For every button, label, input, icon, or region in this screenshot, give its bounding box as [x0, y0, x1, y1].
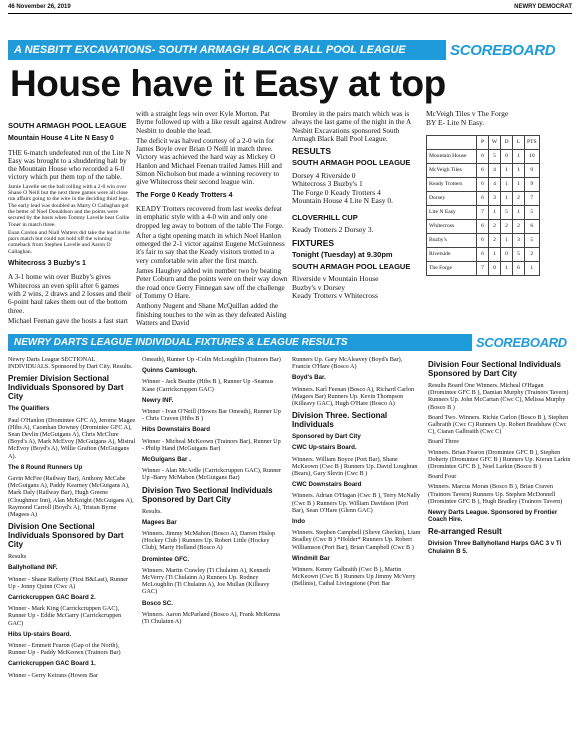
table-cell: 1: [525, 262, 540, 276]
team-cell: McVeigh Tiles: [427, 164, 477, 178]
paragraph: Winners. Stephen Campbell (Slieve Gherkin), Liam Bradley (Cwc B ) *Holder* Runners Up. Robert Williamson (Port Bar), Brian Campbell (Cwc B ): [292, 529, 421, 551]
table-row: [427, 234, 540, 248]
notice-result: Division Three Ballyholland Harps GAC 3 v Ti Chulainn B 5.: [428, 540, 562, 555]
match-heading: Whitecross 3 Buzby's 1: [8, 260, 86, 268]
result-line: The Forge 0 Keady Trotters 4: [292, 187, 381, 197]
table-cell: 9: [525, 164, 540, 178]
paragraph: Paul O'Hanlon (Dromintee GFC A), Jerome Magee (Hibs A), Caomhan Downey (Dromintee GFC A), Sean Devlin (McGuigans A), Chris McClure (Boyd's A), Mark McEvoy (McGuigans A), Mistral McEvoy (Boyd's A), Willie Grafton (McGuigans A).: [8, 416, 136, 460]
table-row: [427, 150, 540, 164]
fixture-line: BY E- Lite N Easy.: [426, 117, 485, 127]
scoreboard-logo: SCOREBOARD: [446, 40, 572, 60]
table-cell: 2: [501, 220, 513, 234]
board-heading: Boyd's Bar.: [292, 374, 326, 382]
league-table: [426, 135, 540, 276]
table-row: [427, 220, 540, 234]
paragraph: Winners. Jimmy McMahon (Bosco A), Darren Hislop (Hockey Club ) Runners Up. Robert Little (Hockey Club), Marty Holland (Bosco A): [142, 530, 276, 552]
paragraph: Results.: [142, 507, 162, 515]
table-cell: 1: [513, 178, 525, 192]
board-heading: Board Three: [428, 438, 459, 446]
table-row: [427, 262, 540, 276]
paragraph: Winner - Mark King (Carrickcruppen GAC), Runner Up - Eddie McGarry (Carrickcruppen GAC): [8, 605, 122, 627]
board-heading: Hibs Downstairs Board: [142, 426, 211, 434]
section-banner-title: NEWRY DARTS LEAGUE INDIVIDUAL FIXTURES & LEAGUE RESULTS: [14, 337, 348, 348]
match-heading: Mountain House 4 Lite N Easy 0: [8, 135, 114, 143]
match-heading: The Forge 0 Keady Trotters 4: [136, 191, 233, 199]
article-column-3: [292, 110, 422, 332]
results-heading: RESULTS: [292, 146, 332, 157]
table-cell: 6: [477, 234, 489, 248]
board-heading: Bosco SC.: [142, 599, 173, 607]
section-banner-title: A NESBITT EXCAVATIONS- SOUTH ARMAGH BLACK BALL POOL LEAGUE: [14, 44, 406, 56]
table-cell: 2: [513, 220, 525, 234]
table-row: [427, 248, 540, 262]
table-header: P: [477, 136, 489, 150]
table-cell: 1: [489, 248, 501, 262]
table-header-row: [427, 136, 540, 150]
paragraph: Winners. Brian Fearon (Dromintee GFC B ), Stephen Doherty (Dromintee GFC B ) Runners Up. Kieran Larkin (Dromintee GFC B ), Noel Larkin (Bosco B ): [428, 448, 571, 471]
table-cell: 1: [489, 206, 501, 220]
paragraph: The deficit was halved courtesy of a 2-0 win for James Boyle over Brian O Neill in match three. Victory was achieved the hard way as Mickey O Hanlon and Michael Feenan trailed James Hill and Simon Nicholson but made a winning recovery to give Whitecross their second league win.: [136, 136, 282, 187]
team-cell: Mountain House: [427, 150, 477, 164]
paragraph: Winner - Alan McArdle (Carrickcruppen GAC), Runner Up -Barry McMahon (McGuigans Bar): [142, 467, 282, 482]
board-heading: Magees Bar: [142, 518, 177, 526]
article-column-4: [426, 110, 572, 332]
board-heading: Carrickcruppen GAC Board 1.: [8, 660, 96, 668]
board-heading: Hibs Up-stairs Board.: [8, 630, 72, 638]
paragraph: Gavin McFee (Railway Bar), Anthony McCabe (McGuigans A), Paddy Kearney (McGuigans A), Mark Daly (Railway Bar), Hugh Greene (Cloughmor Inn), Alan McKnight (McGuigans A), Raymond Carroll (Boyd's A), Tristan Byrne (Magees A): [8, 475, 134, 519]
header-rule: [8, 13, 572, 14]
table-cell: 6: [477, 248, 489, 262]
table-row: [427, 164, 540, 178]
team-cell: The Forge: [427, 262, 477, 276]
division-heading: Division Four Sectional Individuals Sponsored by Dart City: [428, 360, 561, 378]
table-cell: 6: [477, 150, 489, 164]
page-number-date: 46 November 26, 2019: [8, 4, 71, 10]
board-heading: CWC Up-stairs Board.: [292, 444, 357, 452]
paragraph: Winner - Shane Rafferty (First B&Last), Runner Up - Jonny Quinn (Cwc A): [8, 575, 129, 590]
table-cell: 6: [513, 262, 525, 276]
fixture-line: Riverside v Mountain House: [292, 274, 379, 284]
board-heading: Board Four: [428, 473, 457, 481]
table-cell: 5: [513, 248, 525, 262]
table-cell: 1: [513, 164, 525, 178]
section-heading: SOUTH ARMAGH POOL LEAGUE: [292, 158, 411, 168]
paragraph: THE 6-match undefeated run of the Lite N Easy was brought to a shuddering halt by the Mountain House who recorded a 6-0 victory which put them top of the table.: [8, 148, 131, 182]
scoreboard-logo: SCOREBOARD: [472, 334, 572, 351]
paragraph: Winner - Micheal McKeown (Trainors Bar), Runner Up - Philip Hand (McGuigans Bar): [142, 437, 281, 452]
paragraph: Results: [8, 553, 27, 561]
fixtures-heading: FIXTURES: [292, 237, 335, 248]
paragraph: A 3-1 home win over Buzby's gives Whitecross an even split after 6 games with 2 wins, 2 draws and 2 losses and their 6-point haul takes them out of the bottom three.: [8, 273, 132, 315]
division-heading: Premier Division Sectional Individuals Sponsored by Dart City: [8, 374, 124, 402]
paragraph: James Haughey added win number two by beating Peter Coburn and the points were on their way down the road once Gerry Finnegan saw off the challenge of Tommy O Hare.: [136, 267, 288, 300]
board-heading: Quinns Camlough.: [142, 367, 197, 375]
paragraph: Omeath), Runner Up -Colin McLoughlin (Trainors Bar): [142, 356, 281, 363]
team-cell: Dorsey: [427, 192, 477, 206]
paragraph: Winners. Kenny Galbraith (Cwc B ), Martin McKeown (Cwc B ) Runners Up Jimmy McVerry (Bellinis), Cathal Livingstone (Port Bar: [292, 566, 416, 588]
article-column-1: [8, 118, 132, 332]
paragraph: Runners Up. Gary McAleavey (Boyd's Bar), Francie O'Hare (Bosco A): [292, 356, 403, 371]
table-cell: 7: [477, 206, 489, 220]
board-heading: Windmill Bar: [292, 554, 330, 562]
result-line: Dorsey 4 Riverside 0: [292, 170, 356, 180]
table-header: W: [489, 136, 501, 150]
paragraph: Bromley in the pairs match which was is always the last game of the night in the A Nesbitt Excavations sponsored South Armagh Black Ball Pool League.: [292, 110, 411, 143]
paragraph: Michael Feenan gave the hosts a fast start: [8, 316, 128, 325]
cup-heading: CLOVERHILL CUP: [292, 212, 358, 222]
board-heading: Ballyholland INF.: [8, 564, 58, 572]
fixture-line: Keady Trotters v Whitecross: [292, 291, 378, 301]
subheading: The Qualifiers: [8, 405, 50, 413]
paragraph: After a tight opening match in which Noel Hanlon emerged the 2-1 victor against Eugene McGuinness it's fair to say that the Keady visitors trotted to a very comfortable win after the first match.: [136, 231, 285, 265]
board-heading: CWC Downstairs Board: [292, 481, 362, 489]
board-heading: Dromintee GFC.: [142, 555, 190, 563]
team-cell: Whitecross: [427, 220, 477, 234]
notice-heading: Newry Darts League. Sponsored by Frontier Coach Hire.: [428, 509, 558, 524]
board-heading: Carrickcruppen GAC Board 2.: [8, 594, 96, 602]
table-header: D: [501, 136, 513, 150]
publication-name: NEWRY DEMOCRAT: [514, 4, 572, 10]
fixture-line: McVeigh Tiles v The Forge: [426, 110, 509, 118]
table-header: [427, 136, 477, 150]
paragraph: Winners. Karl Feenan (Bosco A), Richard Carlon (Magees Bar) Runners Up. Kevin Thompson (Killeavy GAC), Hugh O'Hare (Bosco A): [292, 385, 415, 408]
table-cell: 7: [525, 192, 540, 206]
section-banner: [8, 334, 572, 351]
team-cell: Keady Trotters: [427, 178, 477, 192]
table-cell: 1: [501, 164, 513, 178]
table-cell: 2: [525, 248, 540, 262]
table-cell: 5: [501, 206, 513, 220]
table-cell: 0: [501, 248, 513, 262]
table-cell: 1: [501, 178, 513, 192]
division-heading: Division Three. Sectional Individuals: [292, 411, 388, 430]
table-cell: 5: [525, 206, 540, 220]
paragraph: Winner - Gerry Keirans (Howes Bar: [8, 671, 98, 679]
darts-column-3: [292, 356, 422, 736]
table-row: [427, 178, 540, 192]
headline: House have it Easy at top: [10, 63, 446, 104]
paragraph: Euan Conlon and Niall Watters did take the lead in the pairs match but could not hold off the winning comeback from Stephen Lavelle and Aaron O Callaghan.: [8, 229, 130, 255]
table-cell: 2: [489, 220, 501, 234]
paragraph: Board Two. Winners. Richie Carlon (Bosco B ), Stephen Galbraith (Cwc C) Runners Up. Robert Bradshaw (Cwc C), Ciaran Galbraith (Cwc C): [428, 413, 569, 436]
paragraph: Newry Darts League SECTIONAL INDIVIDUALS. Sponsored by Dart City. Results.: [8, 356, 133, 371]
table-cell: 9: [525, 178, 540, 192]
darts-column-1: [8, 356, 136, 736]
table-row: [427, 206, 540, 220]
result-line: Mountain House 4 Lite N Easy 0.: [292, 196, 394, 206]
article-column-2: [136, 110, 288, 332]
paragraph: Winner - Jack Beattie (Hibs B ), Runner Up -Seamus Kane (Carrickcruppen GAC): [142, 378, 274, 393]
paragraph: Anthony Nugent and Shane McQuillan added the finishing touches to the win as they defeated Aisling Watters and David: [136, 302, 287, 327]
board-heading: Indo: [292, 518, 306, 526]
fixtures-time: Tonight (Tuesday) at 9.30pm: [292, 249, 393, 259]
board-heading: McGuigans Bar .: [142, 456, 191, 464]
table-cell: 2: [489, 234, 501, 248]
table-cell: 7: [477, 262, 489, 276]
table-cell: 2: [513, 192, 525, 206]
fixture-line: Buzby's v Dorsey: [292, 282, 346, 292]
paragraph: Winners. Adrian O'Hagan (Cwc B ), Terry McNally (Cwc B ) Runners Up. William Davidson (Port Bar), Sean O'Hare (Glenn GAC): [292, 492, 420, 514]
darts-column-4: [428, 356, 572, 736]
section-banner: [8, 40, 572, 60]
paragraph: Winner - Ivan O'Neill (Howes Bar Omeath), Runner Up - Chris Craven (Hibs B ): [142, 408, 281, 423]
team-cell: Lite N Easy: [427, 206, 477, 220]
table-cell: 5: [489, 150, 501, 164]
darts-column-2: [142, 356, 284, 736]
paragraph: KEADY Trotters recovered from last weeks defeat in emphatic style with a 4-0 win and only one dropped leg away to bottom of the table The Forge.: [136, 204, 284, 230]
paragraph: Winners. Aaron McParland (Bosco A), Frank McKenna (Ti Chulainn A): [142, 610, 280, 626]
table-cell: 1: [501, 192, 513, 206]
paragraph: Results Board One Winners. Micheal O'Hagan (Dromintee GFC B ), Damian Murphy (Trainors Tavern) Runners Up. John McCartan (Cwc C), Melissa Murphy (Bosco B ): [428, 382, 569, 411]
table-cell: 6: [525, 220, 540, 234]
table-cell: 6: [477, 164, 489, 178]
result-line: Keady Trotters 2 Dorsey 3.: [292, 225, 374, 235]
table-cell: 1: [513, 206, 525, 220]
table-cell: 1: [501, 234, 513, 248]
section-heading: SOUTH ARMAGH POOL LEAGUE: [292, 262, 411, 272]
table-cell: 4: [489, 178, 501, 192]
result-line: Whitecross 3 Buzby's 1: [292, 179, 363, 189]
table-cell: 3: [489, 192, 501, 206]
table-cell: 1: [513, 150, 525, 164]
board-heading: Newry INF.: [142, 396, 174, 404]
table-cell: 6: [477, 178, 489, 192]
table-cell: 10: [525, 150, 540, 164]
table-header: L: [513, 136, 525, 150]
table-header: PTS: [525, 136, 540, 150]
table-cell: 1: [501, 262, 513, 276]
notice-subheading: Re-arranged Result: [428, 527, 502, 537]
table-cell: 0: [501, 150, 513, 164]
paragraph: Winners. Martin Crawley (Ti Chulainn A), Kenneth McVerry (Ti Chulainn A) Runners Up. Rodney McLoughlin (Ti Chulainn A), Joe Mullan (Killeavy GAC): [142, 566, 271, 596]
sponsor-line: Sponsored by Dart City: [292, 433, 361, 441]
paragraph: with a straight legs win over Kyle Morton. Pat Byrne followed up with a like result against Andrew Nesbitt to double the lead.: [136, 110, 287, 135]
table-cell: 6: [477, 220, 489, 234]
table-cell: 3: [513, 234, 525, 248]
subheading: The 8 Round Runners Up: [8, 463, 83, 471]
table-cell: 5: [525, 234, 540, 248]
paragraph: Jamie Lavelle set the ball rolling with a 2-0 win over Shane O Neill but the next three games were all close run affairs going to the wire in the deciding third legs. The early lead was doubled as Marty O Callaghan got the better of Noel Donaldson and the points were secured by the hosts when Tommy Lavelle beat Collie Toner in match three.: [8, 183, 130, 228]
division-heading: Division One Sectional Individuals Sponsored by Dart City: [8, 522, 124, 550]
division-heading: Division Two Sectional Individuals Sponsored by Dart City: [142, 485, 273, 504]
paragraph: Winner - Emmett Fearon (Gap of the North), Runner Up - Paddy McKeown (Trainors Bar): [8, 642, 121, 657]
paragraph: Winners. William Boyce (Port Bar), Shane McKeown (Cwc B ) Runners Up. David Loughran (Bears), Gary Slevin (Cwc B ): [292, 455, 418, 478]
table-row: [427, 192, 540, 206]
table-cell: 6: [477, 192, 489, 206]
team-cell: Buzby's: [427, 234, 477, 248]
table-cell: 4: [489, 164, 501, 178]
section-heading: SOUTH ARMAGH POOL LEAGUE: [8, 121, 127, 130]
paragraph: Winners. Marcus Moran (Bosco B ), Brian Craven (Trainors Tavern) Runners Up. Stephen McDonnell (Dromintee GFC B ), Hugh Bradley (Trainors Tavern): [428, 483, 563, 505]
table-cell: 0: [489, 262, 501, 276]
team-cell: Riverside: [427, 248, 477, 262]
